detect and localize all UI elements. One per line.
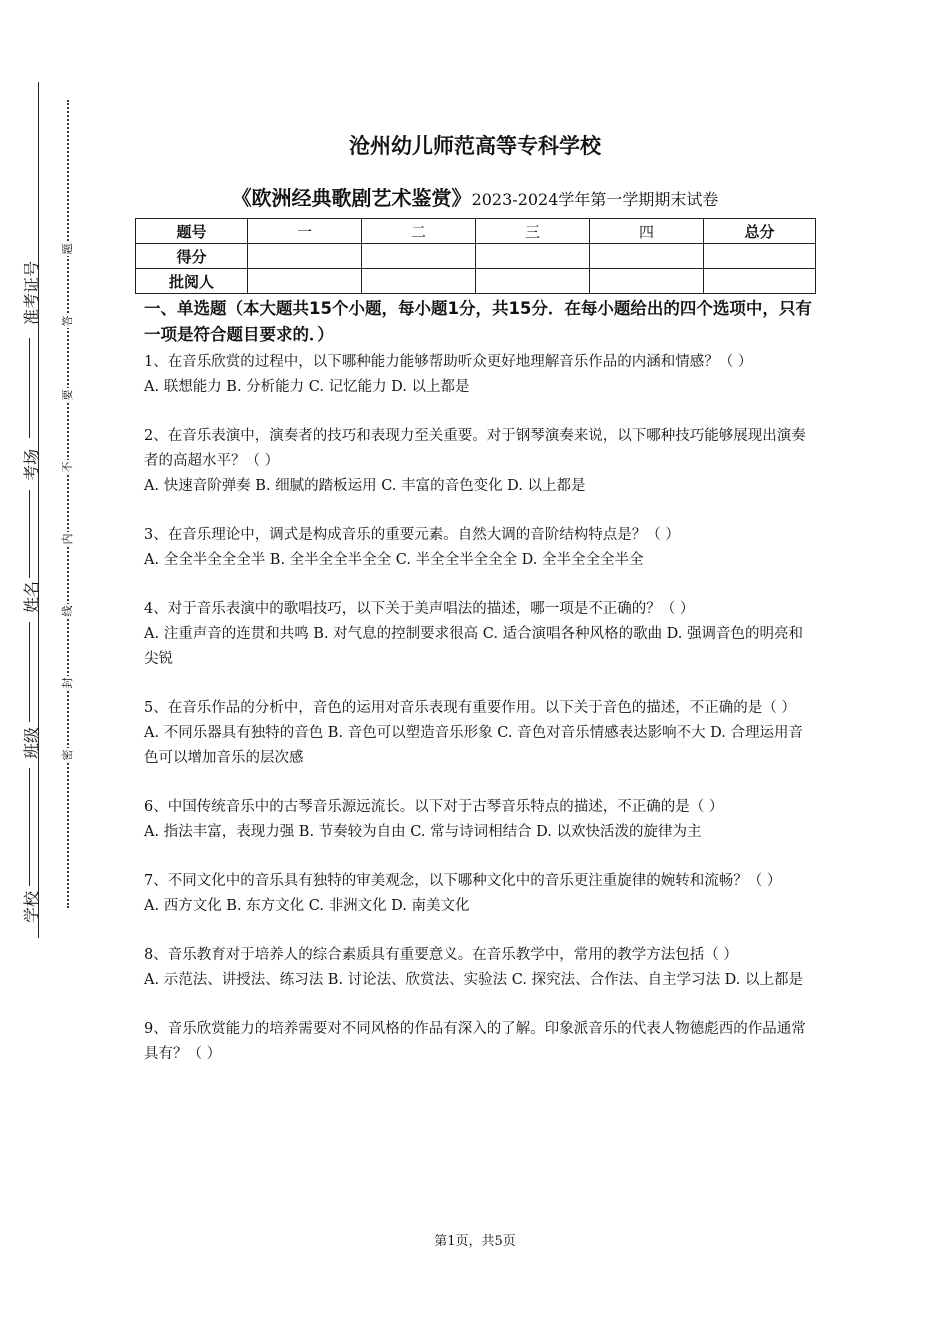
question-item [144,424,812,499]
exam-subtitle [0,182,950,211]
section-title: 一、单选题（本大题共15个小题，每小题1分，共15分．在每小题给出的四个选项中，只有一项是符合题目要求的．） [144,299,812,344]
field-line-name[interactable] [29,622,30,722]
seal-word: 不 [59,460,77,474]
question-item [144,1017,812,1067]
score-cell[interactable] [476,244,590,269]
page-footer: 第1页，共5页 [434,1234,516,1249]
question-stem: 3、在音乐理论中，调式是构成音乐的重要元素。自然大调的音阶结构特点是？（ ） [144,527,680,543]
field-label-exam-id: 准考证号 [22,261,41,326]
question-stem: 7、不同文化中的音乐具有独特的审美观念，以下哪种文化中的音乐更注重旋律的婉转和流畅？（ ） [144,873,782,889]
question-options: A. 示范法、讲授法、练习法 B. 讨论法、欣赏法、实验法 C. 探究法、合作法、自主学习法 D. 以上都是 [144,972,804,988]
seal-word: 线 [59,604,77,618]
score-cell[interactable] [590,244,704,269]
score-row [136,244,816,269]
question-item [144,943,812,993]
question-stem: 8、音乐教育对于培养人的综合素质具有重要意义。在音乐教学中，常用的教学方法包括（ ） [144,947,738,963]
question-stem: 9、音乐欣赏能力的培养需要对不同风格的作品有深入的了解。印象派音乐的代表人物德彪西的作品通常具有？（ ） [144,1021,806,1062]
seal-word: 内 [59,532,77,546]
score-cell[interactable] [704,244,816,269]
question-item [144,795,812,845]
reviewer-row [136,269,816,294]
school-title: 沧州幼儿师范高等专科学校 [349,134,601,158]
question-item [144,696,812,771]
course-name: 《欧洲经典歌剧艺术鉴赏》 [231,186,472,210]
seal-word: 要 [59,388,77,402]
reviewer-cell[interactable] [476,269,590,294]
question-stem: 1、在音乐欣赏的过程中，以下哪种能力能够帮助听众更好地理解音乐作品的内涵和情感？（ ） [144,354,753,370]
question-options: A. 西方文化 B. 东方文化 C. 非洲文化 D. 南美文化 [144,898,470,914]
score-cell[interactable] [362,244,476,269]
seal-word: 封 [59,676,77,690]
question-options: A. 注重声音的连贯和共鸣 B. 对气息的控制要求很高 C. 适合演唱各种风格的歌曲 D. 强调音色的明亮和尖锐 [144,626,804,667]
reviewer-cell[interactable] [704,269,816,294]
question-stem: 6、中国传统音乐中的古琴音乐源远流长。以下对于古琴音乐特点的描述，不正确的是（ ） [144,799,724,815]
field-label-class: 班级 [22,727,41,760]
exam-content [144,296,812,1091]
question-stem: 2、在音乐表演中，演奏者的技巧和表现力至关重要。对于钢琴演奏来说，以下哪种技巧能够展现出演奏者的高超水平？（ ） [144,428,806,469]
reviewer-cell[interactable] [248,269,362,294]
score-header-cell: 一 [248,219,362,244]
score-header-cell: 总分 [704,219,816,244]
question-options: A. 联想能力 B. 分析能力 C. 记忆能力 D. 以上都是 [144,379,470,395]
field-line-class[interactable] [29,768,30,886]
score-table [135,218,816,294]
question-item [144,523,812,573]
seal-word: 密 [59,748,77,762]
question-item [144,869,812,919]
field-label-school: 学校 [22,891,41,924]
score-row-label: 得分 [136,244,248,269]
score-header-cell: 二 [362,219,476,244]
question-stem: 4、对于音乐表演中的歌唱技巧，以下关于美声唱法的描述，哪一项是不正确的？（ ） [144,601,695,617]
question-item [144,597,812,672]
question-options: A. 快速音阶弹奏 B. 细腻的踏板运用 C. 丰富的音色变化 D. 以上都是 [144,478,586,494]
term-label: 2023-2024学年第一学期期末试卷 [471,190,719,209]
field-line-exam-id[interactable] [29,338,30,438]
seal-word: 答 [59,314,77,328]
field-line-exam-room[interactable] [29,490,30,578]
score-header-cell: 四 [590,219,704,244]
question-stem: 5、在音乐作品的分析中，音色的运用对音乐表现有重要作用。以下关于音色的描述，不正确的是（ ） [144,700,796,716]
reviewer-cell[interactable] [590,269,704,294]
score-table-header-row [136,219,816,244]
field-label-name: 姓名 [22,581,41,614]
question-item [144,350,812,400]
score-header-cell: 三 [476,219,590,244]
reviewer-cell[interactable] [362,269,476,294]
seal-word: 题 [59,242,77,256]
score-cell[interactable] [248,244,362,269]
score-header-cell: 题号 [136,219,248,244]
question-options: A. 不同乐器具有独特的音色 B. 音色可以塑造音乐形象 C. 音色对音乐情感表达影响不大 D. 合理运用音色可以增加音乐的层次感 [144,725,804,766]
score-row-label: 批阅人 [136,269,248,294]
question-options: A. 指法丰富，表现力强 B. 节奏较为自由 C. 常与诗词相结合 D. 以欢快活泼的旋律为主 [144,824,702,840]
question-options: A. 全全半全全全半 B. 全半全全半全全 C. 半全全半全全全 D. 全半全全全半全 [144,552,644,568]
seal-dotted-line [67,100,69,908]
field-label-exam-room: 考场 [22,449,41,482]
